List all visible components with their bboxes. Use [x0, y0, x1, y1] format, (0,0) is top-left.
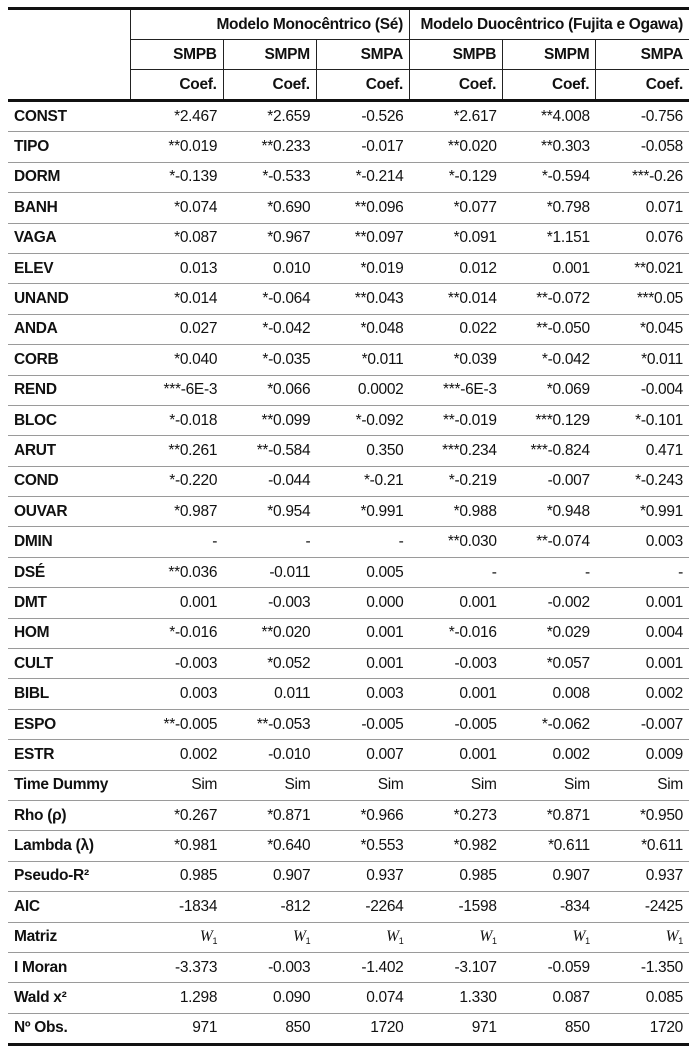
coefficient-cell: 0.001: [410, 740, 503, 770]
coefficient-cell: -0.010: [223, 740, 316, 770]
regression-results-table: [8, 7, 689, 1046]
coefficient-cell: -0.059: [503, 952, 596, 982]
table-row: [8, 101, 689, 132]
table-row: [8, 253, 689, 283]
coefficient-cell: -0.526: [316, 101, 409, 132]
table-row: [8, 800, 689, 830]
coefficient-cell: *0.967: [223, 223, 316, 253]
coefficient-cell: Sim: [503, 770, 596, 800]
table-row: [8, 132, 689, 162]
coefficient-cell: **0.036: [130, 557, 223, 587]
coefficient-cell: *0.077: [410, 193, 503, 223]
coefficient-cell: *0.690: [223, 193, 316, 223]
stat-header: Coef.: [130, 70, 223, 101]
coefficient-cell: 971: [410, 1013, 503, 1044]
row-label: ANDA: [8, 314, 130, 344]
coefficient-cell: 0.071: [596, 193, 689, 223]
coefficient-cell: *0.273: [410, 800, 503, 830]
coefficient-cell: 0.003: [130, 679, 223, 709]
matrix-subscript: 1: [212, 936, 218, 947]
coefficient-cell: *0.798: [503, 193, 596, 223]
coefficient-cell: *0.966: [316, 800, 409, 830]
matrix-subscript: 1: [585, 936, 590, 947]
coefficient-cell: *0.040: [130, 345, 223, 375]
coefficient-cell: *0.950: [596, 800, 689, 830]
coefficient-cell: *2.467: [130, 101, 223, 132]
group-header-monocentric: Modelo Monocêntrico (Sé): [130, 9, 410, 40]
table-row: [8, 679, 689, 709]
coefficient-cell: *0.029: [503, 618, 596, 648]
coefficient-cell: 850: [503, 1013, 596, 1044]
row-label: Time Dummy: [8, 770, 130, 800]
table-row: [8, 527, 689, 557]
coefficient-cell: *-0.533: [223, 162, 316, 192]
row-label: BANH: [8, 193, 130, 223]
coefficient-cell: *-0.062: [503, 709, 596, 739]
coefficient-cell: *0.014: [130, 284, 223, 314]
row-label: REND: [8, 375, 130, 405]
coefficient-cell: 0.085: [596, 983, 689, 1013]
coefficient-cell: 0.002: [596, 679, 689, 709]
row-label: UNAND: [8, 284, 130, 314]
coefficient-cell: -0.756: [596, 101, 689, 132]
coefficient-cell: -2264: [316, 892, 409, 922]
coefficient-cell: *0.981: [130, 831, 223, 861]
coefficient-cell: *1.151: [503, 223, 596, 253]
table-row: [8, 952, 689, 982]
coefficient-cell: **0.020: [410, 132, 503, 162]
table-row: [8, 618, 689, 648]
table-row: [8, 284, 689, 314]
table-row: [8, 314, 689, 344]
coefficient-cell: **0.014: [410, 284, 503, 314]
coefficient-cell: *0.991: [316, 497, 409, 527]
coefficient-cell: ***0.05: [596, 284, 689, 314]
coefficient-cell: 0.001: [410, 679, 503, 709]
coefficient-cell: 0.022: [410, 314, 503, 344]
coefficient-cell: -0.017: [316, 132, 409, 162]
coefficient-cell: *-0.243: [596, 466, 689, 496]
coefficient-cell: **0.233: [223, 132, 316, 162]
table-row: [8, 861, 689, 891]
table-row: [8, 892, 689, 922]
header-corner: [8, 40, 130, 70]
table-row: [8, 345, 689, 375]
coefficient-cell: -: [503, 557, 596, 587]
coefficient-cell: **0.097: [316, 223, 409, 253]
coefficient-cell: *-0.016: [130, 618, 223, 648]
coefficient-cell: **0.043: [316, 284, 409, 314]
coefficient-cell: 0.011: [223, 679, 316, 709]
coefficient-cell: *-0.139: [130, 162, 223, 192]
row-label: Wald x²: [8, 983, 130, 1013]
coefficient-cell: -0.005: [316, 709, 409, 739]
table-row: [8, 193, 689, 223]
coefficient-cell: Sim: [596, 770, 689, 800]
coefficient-cell: *0.991: [596, 497, 689, 527]
coefficient-cell: *0.066: [223, 375, 316, 405]
coefficient-cell: 0.027: [130, 314, 223, 344]
coefficient-cell: **-0.072: [503, 284, 596, 314]
coefficient-cell: *-0.219: [410, 466, 503, 496]
coefficient-cell: 0.009: [596, 740, 689, 770]
coefficient-cell: *0.011: [596, 345, 689, 375]
coefficient-cell: *-0.092: [316, 405, 409, 435]
coefficient-cell: Sim: [316, 770, 409, 800]
coefficient-cell: *0.611: [503, 831, 596, 861]
coefficient-cell: -0.003: [223, 588, 316, 618]
coefficient-cell: 0.005: [316, 557, 409, 587]
coefficient-cell: 0.010: [223, 253, 316, 283]
coefficient-cell: **-0.050: [503, 314, 596, 344]
table-row: [8, 983, 689, 1013]
coefficient-cell: 0.907: [503, 861, 596, 891]
coefficient-cell: 1720: [596, 1013, 689, 1044]
coefficient-cell: 0.090: [223, 983, 316, 1013]
coefficient-cell: **0.099: [223, 405, 316, 435]
coefficient-cell: 0.002: [130, 740, 223, 770]
coefficient-cell: *0.091: [410, 223, 503, 253]
coefficient-cell: **0.030: [410, 527, 503, 557]
model-header: SMPB: [410, 40, 503, 70]
coefficient-cell: -1834: [130, 892, 223, 922]
coefficient-cell: **-0.074: [503, 527, 596, 557]
coefficient-cell: *-0.018: [130, 405, 223, 435]
coefficient-cell: *-0.101: [596, 405, 689, 435]
coefficient-cell: -812: [223, 892, 316, 922]
coefficient-cell: *0.948: [503, 497, 596, 527]
table-row: [8, 557, 689, 587]
table-header: [8, 9, 689, 101]
coefficient-cell: *0.988: [410, 497, 503, 527]
row-label: Pseudo-R²: [8, 861, 130, 891]
coefficient-cell: [223, 922, 316, 952]
coefficient-cell: -0.003: [223, 952, 316, 982]
matrix-symbol: W: [665, 928, 679, 946]
coefficient-cell: [503, 922, 596, 952]
stat-header: Coef.: [596, 70, 689, 101]
coefficient-cell: 0.985: [410, 861, 503, 891]
row-label: Rho (ρ): [8, 800, 130, 830]
coefficient-cell: *-0.064: [223, 284, 316, 314]
row-label: AIC: [8, 892, 130, 922]
coefficient-cell: [410, 922, 503, 952]
coefficient-cell: -0.011: [223, 557, 316, 587]
coefficient-cell: -3.107: [410, 952, 503, 982]
coefficient-cell: 1.330: [410, 983, 503, 1013]
coefficient-cell: 0.0002: [316, 375, 409, 405]
coefficient-cell: 0.937: [596, 861, 689, 891]
row-label: Lambda (λ): [8, 831, 130, 861]
coefficient-cell: -2425: [596, 892, 689, 922]
row-label: DSÉ: [8, 557, 130, 587]
model-header: SMPM: [503, 40, 596, 70]
coefficient-cell: 0.001: [503, 253, 596, 283]
coefficient-cell: ***0.129: [503, 405, 596, 435]
coefficient-cell: -: [410, 557, 503, 587]
row-label: Matriz: [8, 922, 130, 952]
row-label: CORB: [8, 345, 130, 375]
coefficient-cell: *0.039: [410, 345, 503, 375]
coefficient-cell: *-0.214: [316, 162, 409, 192]
coefficient-cell: *-0.016: [410, 618, 503, 648]
coefficient-cell: *0.019: [316, 253, 409, 283]
row-label: ESTR: [8, 740, 130, 770]
coefficient-cell: *0.982: [410, 831, 503, 861]
row-label: HOM: [8, 618, 130, 648]
coefficient-cell: Sim: [410, 770, 503, 800]
matrix-subscript: 1: [398, 936, 404, 947]
matrix-symbol: W: [199, 928, 213, 946]
coefficient-cell: -: [130, 527, 223, 557]
coefficient-cell: ***-0.824: [503, 436, 596, 466]
coefficient-cell: *0.052: [223, 649, 316, 679]
coefficient-cell: **0.021: [596, 253, 689, 283]
table-row: [8, 1013, 689, 1044]
coefficient-cell: 0.002: [503, 740, 596, 770]
coefficient-cell: *-0.129: [410, 162, 503, 192]
coefficient-cell: *-0.594: [503, 162, 596, 192]
coefficient-cell: -3.373: [130, 952, 223, 982]
coefficient-cell: *-0.042: [503, 345, 596, 375]
coefficient-cell: -: [223, 527, 316, 557]
coefficient-cell: -1.350: [596, 952, 689, 982]
coefficient-cell: 0.001: [596, 649, 689, 679]
coefficient-cell: 0.003: [316, 679, 409, 709]
coefficient-cell: *-0.220: [130, 466, 223, 496]
table-row: [8, 831, 689, 861]
coefficient-cell: **-0.584: [223, 436, 316, 466]
coefficient-cell: 850: [223, 1013, 316, 1044]
row-label: COND: [8, 466, 130, 496]
coefficient-cell: -0.005: [410, 709, 503, 739]
row-label: Nº Obs.: [8, 1013, 130, 1044]
coefficient-cell: *-0.035: [223, 345, 316, 375]
coefficient-cell: 0.074: [316, 983, 409, 1013]
coefficient-cell: **-0.053: [223, 709, 316, 739]
coefficient-cell: 0.471: [596, 436, 689, 466]
matrix-subscript: 1: [305, 936, 311, 947]
row-label: ARUT: [8, 436, 130, 466]
coefficient-cell: *0.011: [316, 345, 409, 375]
coefficient-cell: 0.001: [316, 649, 409, 679]
table-body: [8, 101, 689, 1045]
coefficient-cell: -0.044: [223, 466, 316, 496]
table-row: [8, 770, 689, 800]
table-row: [8, 497, 689, 527]
row-label: OUVAR: [8, 497, 130, 527]
model-header: SMPA: [316, 40, 409, 70]
coefficient-cell: *0.987: [130, 497, 223, 527]
coefficient-cell: *0.954: [223, 497, 316, 527]
coefficient-cell: *0.069: [503, 375, 596, 405]
coefficient-cell: 1.298: [130, 983, 223, 1013]
row-label: DORM: [8, 162, 130, 192]
coefficient-cell: -834: [503, 892, 596, 922]
row-label: CULT: [8, 649, 130, 679]
coefficient-cell: 0.076: [596, 223, 689, 253]
coefficient-cell: *-0.042: [223, 314, 316, 344]
matrix-symbol: W: [292, 928, 306, 946]
coefficient-cell: ***0.234: [410, 436, 503, 466]
coefficient-cell: *0.871: [223, 800, 316, 830]
model-header: SMPB: [130, 40, 223, 70]
coefficient-cell: 0.007: [316, 740, 409, 770]
coefficient-cell: **-0.005: [130, 709, 223, 739]
row-label: BLOC: [8, 405, 130, 435]
row-label: BIBL: [8, 679, 130, 709]
table-row: [8, 709, 689, 739]
stat-header: Coef.: [410, 70, 503, 101]
coefficient-cell: **-0.019: [410, 405, 503, 435]
coefficient-cell: 0.013: [130, 253, 223, 283]
coefficient-cell: *0.087: [130, 223, 223, 253]
coefficient-cell: **4.008: [503, 101, 596, 132]
coefficient-cell: *0.871: [503, 800, 596, 830]
coefficient-cell: 0.012: [410, 253, 503, 283]
coefficient-cell: -0.003: [410, 649, 503, 679]
coefficient-cell: 971: [130, 1013, 223, 1044]
coefficient-cell: *0.045: [596, 314, 689, 344]
coefficient-cell: 0.004: [596, 618, 689, 648]
coefficient-cell: -0.003: [130, 649, 223, 679]
header-corner: [8, 70, 130, 101]
coefficient-cell: *0.640: [223, 831, 316, 861]
table-row: [8, 375, 689, 405]
coefficient-cell: 0.008: [503, 679, 596, 709]
table-row: [8, 405, 689, 435]
coefficient-cell: 0.907: [223, 861, 316, 891]
coefficient-cell: **0.261: [130, 436, 223, 466]
coefficient-cell: **0.020: [223, 618, 316, 648]
row-label: ELEV: [8, 253, 130, 283]
coefficient-cell: -0.007: [596, 709, 689, 739]
coefficient-cell: **0.303: [503, 132, 596, 162]
model-header: SMPM: [223, 40, 316, 70]
coefficient-cell: ***-0.26: [596, 162, 689, 192]
coefficient-cell: [130, 922, 223, 952]
coefficient-cell: 1720: [316, 1013, 409, 1044]
header-corner: [8, 9, 130, 40]
coefficient-cell: *2.659: [223, 101, 316, 132]
coefficient-cell: 0.000: [316, 588, 409, 618]
row-label: DMIN: [8, 527, 130, 557]
coefficient-cell: Sim: [223, 770, 316, 800]
coefficient-cell: 0.003: [596, 527, 689, 557]
coefficient-cell: ***-6E-3: [130, 375, 223, 405]
stat-header: Coef.: [316, 70, 409, 101]
row-label: VAGA: [8, 223, 130, 253]
table-row: [8, 740, 689, 770]
row-label: ESPO: [8, 709, 130, 739]
stat-header: Coef.: [223, 70, 316, 101]
row-label: I Moran: [8, 952, 130, 982]
coefficient-cell: *0.048: [316, 314, 409, 344]
matrix-subscript: 1: [491, 936, 497, 947]
coefficient-cell: ***-6E-3: [410, 375, 503, 405]
coefficient-cell: *0.611: [596, 831, 689, 861]
table-row: [8, 588, 689, 618]
group-header-duocentric: Modelo Duocêntrico (Fujita e Ogawa): [410, 9, 690, 40]
matrix-symbol: W: [572, 928, 586, 946]
coefficient-cell: *2.617: [410, 101, 503, 132]
row-label: TIPO: [8, 132, 130, 162]
row-label: CONST: [8, 101, 130, 132]
row-label: DMT: [8, 588, 130, 618]
coefficient-cell: *0.267: [130, 800, 223, 830]
coefficient-cell: *0.074: [130, 193, 223, 223]
coefficient-cell: -0.007: [503, 466, 596, 496]
coefficient-cell: [596, 922, 689, 952]
matrix-symbol: W: [479, 928, 492, 946]
coefficient-cell: [316, 922, 409, 952]
coefficient-cell: 0.087: [503, 983, 596, 1013]
coefficient-cell: 0.001: [596, 588, 689, 618]
coefficient-cell: *-0.21: [316, 466, 409, 496]
coefficient-cell: -0.004: [596, 375, 689, 405]
coefficient-cell: 0.985: [130, 861, 223, 891]
coefficient-cell: 0.001: [316, 618, 409, 648]
coefficient-cell: -: [596, 557, 689, 587]
table-row: [8, 436, 689, 466]
coefficient-cell: *0.057: [503, 649, 596, 679]
coefficient-cell: -1598: [410, 892, 503, 922]
coefficient-cell: **0.096: [316, 193, 409, 223]
stat-header: Coef.: [503, 70, 596, 101]
coefficient-cell: -0.002: [503, 588, 596, 618]
table-row: [8, 162, 689, 192]
matrix-symbol: W: [386, 928, 399, 946]
coefficient-cell: Sim: [130, 770, 223, 800]
model-header: SMPA: [596, 40, 689, 70]
coefficient-cell: 0.001: [410, 588, 503, 618]
table-row: [8, 466, 689, 496]
table-row: [8, 223, 689, 253]
coefficient-cell: -: [316, 527, 409, 557]
coefficient-cell: *0.553: [316, 831, 409, 861]
coefficient-cell: **0.019: [130, 132, 223, 162]
coefficient-cell: -0.058: [596, 132, 689, 162]
coefficient-cell: 0.350: [316, 436, 409, 466]
matrix-subscript: 1: [678, 936, 683, 947]
table-row: [8, 649, 689, 679]
coefficient-cell: 0.937: [316, 861, 409, 891]
coefficient-cell: -1.402: [316, 952, 409, 982]
table-row: [8, 922, 689, 952]
coefficient-cell: 0.001: [130, 588, 223, 618]
